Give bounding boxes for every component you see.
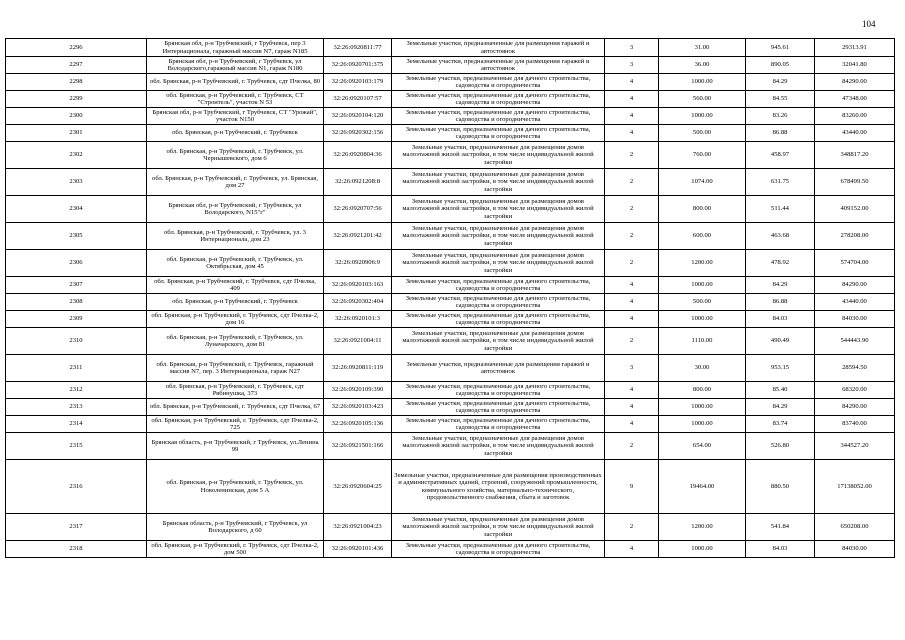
row-number-cell: 2308: [6, 294, 147, 311]
land-use-cell: Земельные участки, предназначенные для дачного строительства, садоводства и огородничества: [392, 108, 605, 125]
group-cell: 3: [605, 355, 659, 382]
specific-value-cell: 890.05: [746, 57, 815, 74]
row-number-cell: 2297: [6, 57, 147, 74]
area-cell: 1074.00: [659, 169, 746, 196]
table-row: [6, 311, 895, 328]
cadastral-value-cell: 574704.00: [815, 250, 895, 277]
cadastral-number-cell: 32:26:0920906:9: [324, 250, 392, 277]
table-row: [6, 39, 895, 57]
cadastral-number-cell: 32:26:0920101:436: [324, 541, 392, 558]
address-cell: обл. Брянская, р-н Трубчевский, г. Трубчевск, ул. Брянская, дом 27: [147, 169, 324, 196]
group-cell: 2: [605, 514, 659, 541]
cadastral-value-cell: 47348.00: [815, 91, 895, 108]
area-cell: 1000.00: [659, 311, 746, 328]
row-number-cell: 2305: [6, 223, 147, 250]
cadastral-value-cell: 678499.50: [815, 169, 895, 196]
table-row: [6, 328, 895, 355]
cadastral-number-cell: 32:26:0920811:119: [324, 355, 392, 382]
row-number-cell: 2306: [6, 250, 147, 277]
row-number-cell: 2296: [6, 39, 147, 57]
table-row: [6, 250, 895, 277]
address-cell: обл. Брянская, р-н Трубчевский, г. Трубчевск, сдт Пчелка, 409: [147, 277, 324, 294]
address-cell: обл. Брянская, р-н Трубчевский, г. Трубчевск, СТ "Строитель", участок N 53: [147, 91, 324, 108]
group-cell: 2: [605, 196, 659, 223]
table-row: [6, 196, 895, 223]
land-use-cell: Земельные участки, предназначенные для дачного строительства, садоводства и огородничества: [392, 541, 605, 558]
specific-value-cell: 458.97: [746, 142, 815, 169]
land-use-cell: Земельные участки, предназначенные для размещения гаражей и автостоянок: [392, 39, 605, 57]
group-cell: 2: [605, 142, 659, 169]
table-row: [6, 74, 895, 91]
specific-value-cell: 490.49: [746, 328, 815, 355]
address-cell: обл. Брянская, р-н Трубчевский, г. Трубчевск, ул. Луначарского, дом 81: [147, 328, 324, 355]
group-cell: 3: [605, 57, 659, 74]
cadastral-number-cell: 32:26:0920302:404: [324, 294, 392, 311]
address-cell: Брянская область, р-н Трубчевский, г Трубчевск, ул Володарского, д 60: [147, 514, 324, 541]
cadastral-value-cell: 650208.00: [815, 514, 895, 541]
row-number-cell: 2317: [6, 514, 147, 541]
land-use-cell: Земельные участки, предназначенные для размещения гаражей и автостоянок: [392, 355, 605, 382]
group-cell: 2: [605, 169, 659, 196]
cadastral-number-cell: 32:26:0920701:375: [324, 57, 392, 74]
group-cell: 4: [605, 541, 659, 558]
land-use-cell: Земельные участки, предназначенные для дачного строительства, садоводства и огородничества: [392, 74, 605, 91]
table-row: [6, 382, 895, 399]
table-row: [6, 142, 895, 169]
cadastral-value-cell: 28594.50: [815, 355, 895, 382]
table-row: [6, 541, 895, 558]
cadastral-number-cell: 32:26:0921501:166: [324, 433, 392, 460]
area-cell: 500.00: [659, 125, 746, 142]
specific-value-cell: 84.29: [746, 399, 815, 416]
land-use-cell: Земельные участки, предназначенные для размещения домов малоэтажной жилой застройки, в том числе индивидуальной жилой застройки: [392, 514, 605, 541]
specific-value-cell: 86.88: [746, 294, 815, 311]
row-number-cell: 2298: [6, 74, 147, 91]
table-row: [6, 108, 895, 125]
cadastral-number-cell: 32:26:0921004:23: [324, 514, 392, 541]
row-number-cell: 2316: [6, 460, 147, 514]
specific-value-cell: 541.84: [746, 514, 815, 541]
specific-value-cell: 84.03: [746, 541, 815, 558]
row-number-cell: 2304: [6, 196, 147, 223]
specific-value-cell: 631.75: [746, 169, 815, 196]
group-cell: 4: [605, 74, 659, 91]
group-cell: 4: [605, 277, 659, 294]
land-use-cell: Земельные участки, предназначенные для размещения гаражей и автостоянок: [392, 57, 605, 74]
address-cell: обл. Брянская, р-н Трубчевский, г. Трубчевск, ул. 3 Интернационала, дом 23: [147, 223, 324, 250]
group-cell: 3: [605, 39, 659, 57]
address-cell: обл. Брянская, р-н Трубчевский, г. Трубчевск, сдт Пчелка, 67: [147, 399, 324, 416]
row-number-cell: 2300: [6, 108, 147, 125]
area-cell: 800.00: [659, 196, 746, 223]
row-number-cell: 2301: [6, 125, 147, 142]
area-cell: 1000.00: [659, 277, 746, 294]
specific-value-cell: 953.15: [746, 355, 815, 382]
group-cell: 2: [605, 223, 659, 250]
area-cell: 560.00: [659, 91, 746, 108]
row-number-cell: 2313: [6, 399, 147, 416]
cadastral-value-cell: 344527.20: [815, 433, 895, 460]
specific-value-cell: 880.50: [746, 460, 815, 514]
row-number-cell: 2312: [6, 382, 147, 399]
group-cell: 4: [605, 125, 659, 142]
land-use-cell: Земельные участки, предназначенные для размещения домов малоэтажной жилой застройки, в том числе индивидуальной жилой застройки: [392, 196, 605, 223]
table-row: [6, 125, 895, 142]
cadastral-value-cell: 84030.00: [815, 541, 895, 558]
cadastral-value-cell: 17138052.00: [815, 460, 895, 514]
address-cell: обл. Брянская, р-н Трубчевский, г. Трубчевск, ул. Октябрьская, дом 45: [147, 250, 324, 277]
specific-value-cell: 85.40: [746, 382, 815, 399]
land-use-cell: Земельные участки, предназначенные для размещения домов малоэтажной жилой застройки, в том числе индивидуальной жилой застройки: [392, 223, 605, 250]
cadastral-number-cell: 32:26:0920811:77: [324, 39, 392, 57]
table-row: [6, 399, 895, 416]
address-cell: обл. Брянская, р-н Трубчевский, г. Трубчевск, сдт Пчелка-2, дом 500: [147, 541, 324, 558]
land-use-cell: Земельные участки, предназначенные для размещения домов малоэтажной жилой застройки, в том числе индивидуальной жилой застройки: [392, 328, 605, 355]
cadastral-number-cell: 32:26:0920604:25: [324, 460, 392, 514]
address-cell: обл. Брянская, р-н Трубчевский, г. Трубчевск, ул. Чернышевского, дом 6: [147, 142, 324, 169]
cadastral-number-cell: 32:26:0920804:36: [324, 142, 392, 169]
group-cell: 2: [605, 433, 659, 460]
group-cell: 4: [605, 382, 659, 399]
specific-value-cell: 463.68: [746, 223, 815, 250]
land-use-cell: Земельные участки, предназначенные для дачного строительства, садоводства и огородничества: [392, 294, 605, 311]
row-number-cell: 2311: [6, 355, 147, 382]
table-row: [6, 294, 895, 311]
group-cell: 4: [605, 294, 659, 311]
table-row: [6, 355, 895, 382]
table-row: [6, 277, 895, 294]
area-cell: 1000.00: [659, 108, 746, 125]
area-cell: 760.00: [659, 142, 746, 169]
specific-value-cell: 83.74: [746, 416, 815, 433]
row-number-cell: 2314: [6, 416, 147, 433]
cadastral-value-cell: 84290.00: [815, 74, 895, 91]
address-cell: Брянская обл, р-н Трубчевский, г Трубчевск, ул Володарского,гаражный массив N1, гараж N180: [147, 57, 324, 74]
area-cell: 800.00: [659, 382, 746, 399]
address-cell: Брянская обл, р-н Трубчевский, г Трубчевск, ул Володарского, N15"г": [147, 196, 324, 223]
address-cell: Брянская обл, р-н Трубчевский, г Трубчевск, СТ "Урожай", участок N150: [147, 108, 324, 125]
area-cell: 1200.00: [659, 514, 746, 541]
cadastral-number-cell: 32:26:0921201:42: [324, 223, 392, 250]
address-cell: обл. Брянская, р-н Трубчевский, г. Трубчевск: [147, 125, 324, 142]
cadastral-value-cell: 84290.00: [815, 399, 895, 416]
table-row: [6, 223, 895, 250]
specific-value-cell: 478.92: [746, 250, 815, 277]
cadastral-value-cell: 83260.00: [815, 108, 895, 125]
cadastral-value-cell: 278208.00: [815, 223, 895, 250]
cadastral-value-cell: 83740.00: [815, 416, 895, 433]
area-cell: 31.00: [659, 39, 746, 57]
cadastral-value-cell: 84290.00: [815, 277, 895, 294]
area-cell: 500.00: [659, 294, 746, 311]
table-row: [6, 57, 895, 74]
group-cell: 2: [605, 328, 659, 355]
table-row: [6, 460, 895, 514]
address-cell: обл. Брянская, р-н Трубчевский, г. Трубчевск, ул. Новоленинская, дом 5 А: [147, 460, 324, 514]
cadastral-number-cell: 32:26:0920103:163: [324, 277, 392, 294]
cadastral-number-cell: 32:26:0921004:11: [324, 328, 392, 355]
specific-value-cell: 84.29: [746, 277, 815, 294]
table-body: [6, 39, 895, 558]
address-cell: Брянская область, р-н Трубчевский, г Трубчевск, ул.Ленина 99: [147, 433, 324, 460]
area-cell: 19464.00: [659, 460, 746, 514]
group-cell: 4: [605, 416, 659, 433]
row-number-cell: 2318: [6, 541, 147, 558]
land-use-cell: Земельные участки, предназначенные для дачного строительства, садоводства и огородничества: [392, 91, 605, 108]
cadastral-value-cell: 29313.91: [815, 39, 895, 57]
specific-value-cell: 511.44: [746, 196, 815, 223]
address-cell: обл. Брянская, р-н Трубчевский, г. Трубчевск, сдт Пчелка-2, дом 16: [147, 311, 324, 328]
area-cell: 654.00: [659, 433, 746, 460]
cadastral-number-cell: 32:26:0920302:156: [324, 125, 392, 142]
address-cell: обл. Брянская, р-н Трубчевский, г. Трубчевск: [147, 294, 324, 311]
cadastral-value-table: [5, 38, 895, 558]
land-use-cell: Земельные участки, предназначенные для дачного строительства, садоводства и огородничества: [392, 399, 605, 416]
area-cell: 1000.00: [659, 74, 746, 91]
row-number-cell: 2315: [6, 433, 147, 460]
cadastral-number-cell: 32:26:0920707:56: [324, 196, 392, 223]
address-cell: обл. Брянская, р-н Трубчевский, г. Трубчевск, гаражный массив N7, пер. 3 Интернационала, гараж N27: [147, 355, 324, 382]
address-cell: обл. Брянская, р-н Трубчевский, г. Трубчевск, сдт Рябинушка, 373: [147, 382, 324, 399]
cadastral-number-cell: 32:26:0920107:57: [324, 91, 392, 108]
cadastral-number-cell: 32:26:0920104:120: [324, 108, 392, 125]
cadastral-value-cell: 68320.00: [815, 382, 895, 399]
specific-value-cell: 526.80: [746, 433, 815, 460]
table-row: [6, 91, 895, 108]
address-cell: Брянская обл, р-н Трубчевский, г Трубчевск, пер 3 Интернационала, гаражный массив N7, гараж N185: [147, 39, 324, 57]
cadastral-value-cell: 409152.00: [815, 196, 895, 223]
land-use-cell: Земельные участки, предназначенные для дачного строительства, садоводства и огородничества: [392, 311, 605, 328]
group-cell: 4: [605, 399, 659, 416]
specific-value-cell: 86.88: [746, 125, 815, 142]
cadastral-number-cell: 32:26:0920103:423: [324, 399, 392, 416]
area-cell: 1000.00: [659, 541, 746, 558]
cadastral-value-cell: 84030.00: [815, 311, 895, 328]
cadastral-value-cell: 43440.00: [815, 294, 895, 311]
row-number-cell: 2303: [6, 169, 147, 196]
row-number-cell: 2302: [6, 142, 147, 169]
cadastral-number-cell: 32:26:0920101:3: [324, 311, 392, 328]
area-cell: 1000.00: [659, 416, 746, 433]
cadastral-number-cell: 32:26:0921208:8: [324, 169, 392, 196]
land-use-cell: Земельные участки, предназначенные для дачного строительства, садоводства и огородничества: [392, 125, 605, 142]
specific-value-cell: 84.03: [746, 311, 815, 328]
land-use-cell: Земельные участки, предназначенные для дачного строительства, садоводства и огородничества: [392, 416, 605, 433]
row-number-cell: 2307: [6, 277, 147, 294]
area-cell: 1110.00: [659, 328, 746, 355]
table-row: [6, 433, 895, 460]
land-use-cell: Земельные участки, предназначенные для размещения домов малоэтажной жилой застройки, в том числе индивидуальной жилой застройки: [392, 250, 605, 277]
specific-value-cell: 83.26: [746, 108, 815, 125]
area-cell: 1000.00: [659, 399, 746, 416]
cadastral-value-cell: 43440.00: [815, 125, 895, 142]
group-cell: 4: [605, 311, 659, 328]
area-cell: 36.00: [659, 57, 746, 74]
group-cell: 9: [605, 460, 659, 514]
group-cell: 4: [605, 91, 659, 108]
group-cell: 2: [605, 250, 659, 277]
specific-value-cell: 84.55: [746, 91, 815, 108]
land-use-cell: Земельные участки, предназначенные для размещения домов малоэтажной жилой застройки, в том числе индивидуальной жилой застройки: [392, 169, 605, 196]
cadastral-number-cell: 32:26:0920109:390: [324, 382, 392, 399]
area-cell: 1200.00: [659, 250, 746, 277]
table-row: [6, 169, 895, 196]
area-cell: 600.00: [659, 223, 746, 250]
address-cell: обл. Брянская, р-н Трубчевский, г. Трубчевск, сдт Пчелка-2, 725: [147, 416, 324, 433]
cadastral-number-cell: 32:26:0920103:179: [324, 74, 392, 91]
land-use-cell: Земельные участки, предназначенные для размещения производственных и административных зданий, строений, сооружений промышленности, коммунального хозяйства, материально-технического, продовольственного снабжения, сбыта и заготовок: [392, 460, 605, 514]
land-use-cell: Земельные участки, предназначенные для дачного строительства, садоводства и огородничества: [392, 277, 605, 294]
cadastral-value-cell: 32041.80: [815, 57, 895, 74]
row-number-cell: 2299: [6, 91, 147, 108]
land-use-cell: Земельные участки, предназначенные для дачного строительства, садоводства и огородничества: [392, 382, 605, 399]
address-cell: обл. Брянская, р-н Трубчевский, г. Трубчевск, сдт Пчелка, 80: [147, 74, 324, 91]
table-row: [6, 514, 895, 541]
specific-value-cell: 84.29: [746, 74, 815, 91]
land-use-cell: Земельные участки, предназначенные для размещения домов малоэтажной жилой застройки, в том числе индивидуальной жилой застройки: [392, 142, 605, 169]
row-number-cell: 2310: [6, 328, 147, 355]
cadastral-value-cell: 544443.90: [815, 328, 895, 355]
table-row: [6, 416, 895, 433]
specific-value-cell: 945.61: [746, 39, 815, 57]
group-cell: 4: [605, 108, 659, 125]
land-use-cell: Земельные участки, предназначенные для размещения домов малоэтажной жилой застройки, в том числе индивидуальной жилой застройки: [392, 433, 605, 460]
row-number-cell: 2309: [6, 311, 147, 328]
page-number: 104: [862, 19, 876, 29]
cadastral-number-cell: 32:26:0920105:136: [324, 416, 392, 433]
area-cell: 30.00: [659, 355, 746, 382]
cadastral-value-cell: 348817.20: [815, 142, 895, 169]
